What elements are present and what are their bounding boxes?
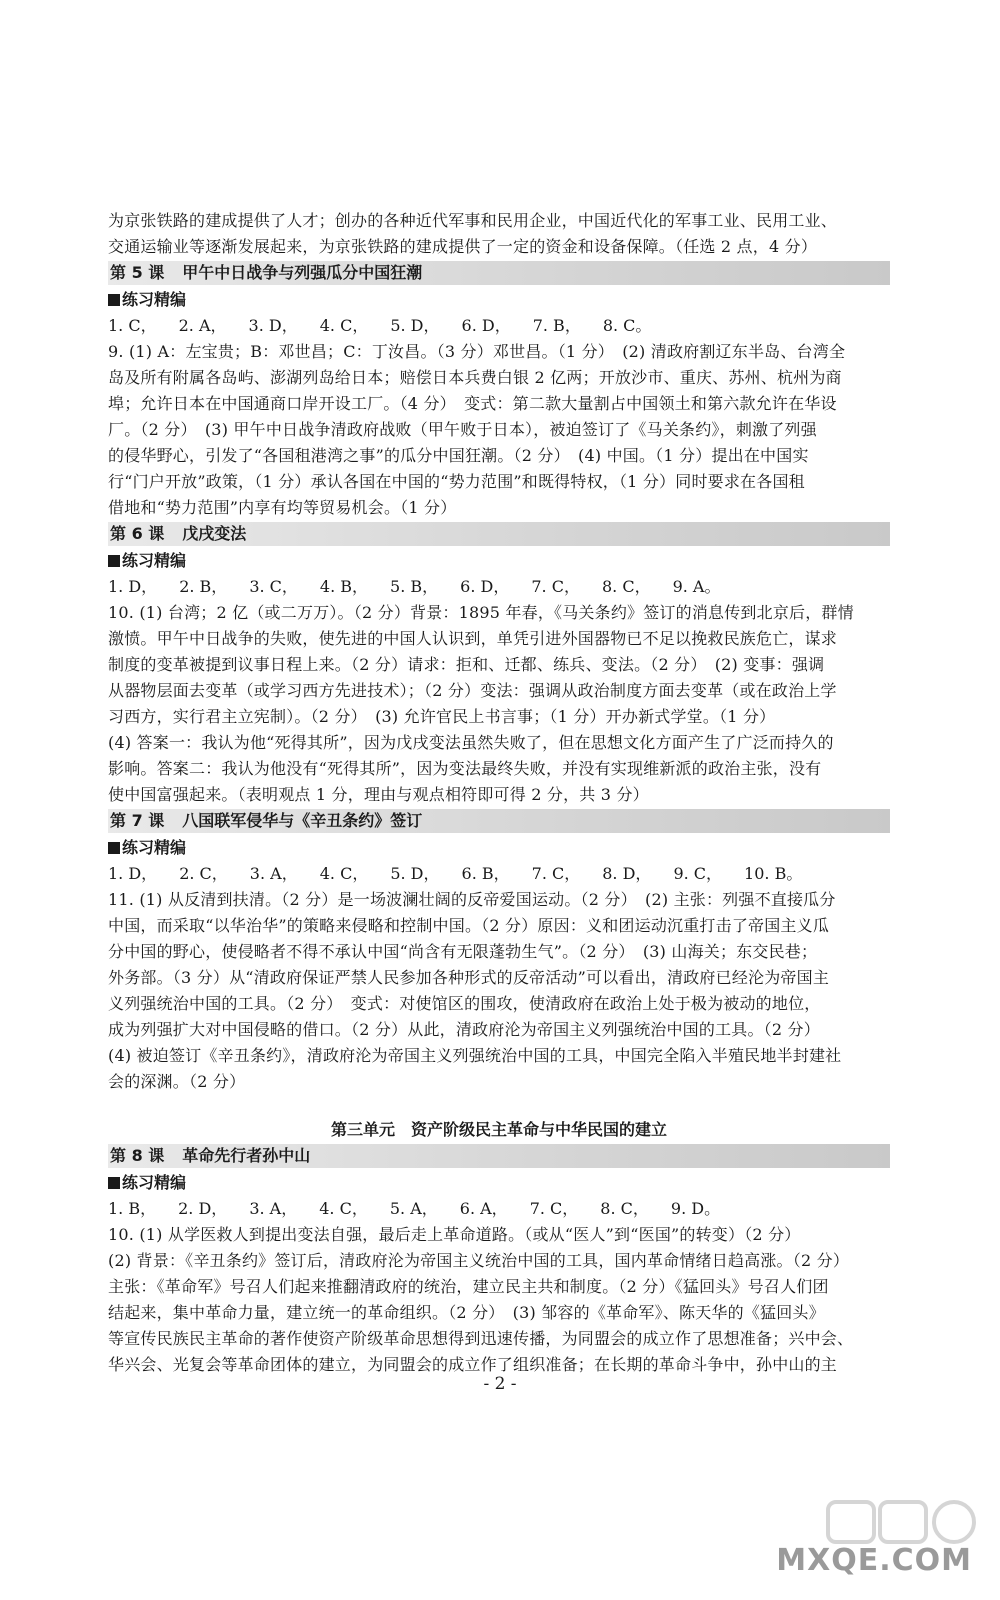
text-line: 制度的变革被提到议事日程上来。（2 分）请求：拒和、迁都、练兵、变法。（2 分） (2) 变事：强调: [108, 655, 825, 674]
text-line: 11. (1) 从反清到扶清。（2 分）是一场波澜壮阔的反帝爱国运动。（2 分） (2) 主张：列强不直接瓜分: [108, 890, 836, 909]
lesson-7-heading: [108, 809, 890, 833]
lesson-title: 戊戌变法: [182, 524, 247, 543]
text-line: 为京张铁路的建成提供了人才；创办的各种近代军事和民用企业，中国近代化的军事工业、民用工业、: [108, 211, 838, 230]
text-line: 激愤。甲午中日战争的失败，使先进的中国人认识到，单凭引进外国器物已不足以挽救民族危亡，谋求: [108, 629, 838, 648]
answer-item: 6. D，: [460, 577, 510, 596]
answer-page: [108, 208, 890, 1378]
answer-item: 3. D，: [248, 316, 298, 335]
lesson-title: 八国联军侵华与《辛丑条约》签订: [182, 811, 423, 830]
answer-item: 4. C，: [319, 1199, 368, 1218]
text-line: 习西方，实行君主立宪制）。（2 分） (3) 允许官民上书言事；（1 分）开办新式学堂。（1 分）: [108, 707, 776, 726]
answer-item: 1. D，: [108, 577, 158, 596]
answer-item: 6. D，: [461, 316, 511, 335]
answer-item: 5. A，: [389, 1199, 438, 1218]
lesson-title: 革命先行者孙中山: [182, 1146, 311, 1165]
text-line: 9. (1) A：左宝贵；B：邓世昌；C：丁汝昌。（3 分）邓世昌。（1 分） (2) 清政府割辽东半岛、台湾全: [108, 342, 846, 361]
answer-item: 5. D，: [390, 316, 440, 335]
lesson-5-heading: [108, 261, 890, 285]
answer-item: 2. D，: [178, 1199, 228, 1218]
lesson-6-explanation: [108, 600, 890, 808]
text-line: 义列强统治中国的工具。（2 分） 变式：对使馆区的围攻，使清政府在政治上处于极为被动的地位，: [108, 994, 821, 1013]
text-line: 从器物层面去变革（或学习西方先进技术）；（2 分）变法：强调从政治制度方面去变革（或在政治上学: [108, 681, 837, 700]
answer-item: 7. C，: [531, 864, 581, 883]
answer-item: 10. B。: [744, 864, 803, 883]
answer-item: 6. B，: [461, 864, 510, 883]
lesson-number: 第 6 课: [110, 524, 165, 543]
page-number: - 2 -: [483, 1374, 517, 1394]
text-line: 华兴会、光复会等革命团体的建立，为同盟会的成立作了组织准备；在长期的革命斗争中，孙中山的主: [108, 1355, 838, 1374]
text-line: 会的深渊。（2 分）: [108, 1072, 246, 1091]
subheading-label: 练习精编: [122, 551, 187, 570]
answer-item: 6. A，: [459, 1199, 508, 1218]
text-line: 岛及所有附属各岛屿、澎湖列岛给日本；赔偿日本兵费白银 2 亿两；开放沙市、重庆、苏州、杭州为商: [108, 368, 842, 387]
subheading-label: 练习精编: [122, 1173, 187, 1192]
answer-item: 3. A，: [249, 1199, 298, 1218]
lesson-number: 第 8 课: [110, 1146, 165, 1165]
answer-item: 2. C，: [179, 864, 228, 883]
answer-item: 9. A。: [672, 577, 721, 596]
answer-item: 4. B，: [319, 577, 369, 596]
lesson-title: 甲午中日战争与列强瓜分中国狂潮: [182, 263, 423, 282]
answer-item: 9. C，: [673, 864, 723, 883]
text-line: 行“门户开放”政策，（1 分）承认各国在中国的“势力范围”和既得特权，（1 分）同时要求在各国租: [108, 472, 805, 491]
answer-item: 5. D，: [390, 864, 440, 883]
answer-item: 8. C。: [602, 316, 652, 335]
answer-item: 2. A，: [178, 316, 227, 335]
practice-subheading: [108, 548, 890, 574]
text-line: 主张：《革命军》号召人们起来推翻清政府的统治，建立民主共和制度。（2 分）《猛回头》号召人们团: [108, 1277, 829, 1296]
lesson-8-heading: [108, 1144, 890, 1168]
answer-item: 8. C，: [601, 577, 651, 596]
choice-answers: [108, 1196, 890, 1222]
answer-item: 1. C，: [108, 316, 157, 335]
answer-item: 3. A，: [249, 864, 298, 883]
practice-subheading: [108, 835, 890, 861]
lesson-8-explanation: [108, 1222, 890, 1378]
lesson-number: 第 7 课: [110, 811, 165, 830]
text-line: 10. (1) 从学医救人到提出变法自强，最后走上革命道路。（或从“医人”到“医国”的转变）（2 分）: [108, 1225, 801, 1244]
text-line: 借地和“势力范围”内享有均等贸易机会。（1 分）: [108, 498, 457, 517]
answer-item: 7. C，: [529, 1199, 579, 1218]
lesson-7-explanation: [108, 887, 890, 1095]
unit-name: 资产阶级民主革命与中华民国的建立: [411, 1120, 668, 1139]
text-line: 影响。答案二：我认为他没有“死得其所”，因为变法最终失败，并没有实现维新派的政治主张，没有: [108, 759, 822, 778]
text-line: 交通运输业等逐渐发展起来，为京张铁路的建成提供了一定的资金和设备保障。（任选 2 点，4 分）: [108, 237, 818, 256]
answer-item: 8. D，: [602, 864, 652, 883]
answer-item: 4. C，: [319, 316, 369, 335]
practice-subheading: [108, 1170, 890, 1196]
text-line: 10. (1) 台湾；2 亿（或二万万）。（2 分）背景：1895 年春，《马关条约》签订的消息传到北京后，群情: [108, 603, 854, 622]
text-line: 的侵华野心，引发了“各国租港湾之事”的瓜分中国狂潮。（2 分） (4) 中国。（1 分）提出在中国实: [108, 446, 809, 465]
square-bullet-icon: [108, 842, 120, 854]
choice-answers: [108, 574, 890, 600]
text-line: 埠；允许日本在中国通商口岸开设工厂。（4 分） 变式：第二款大量割占中国领土和第六款允许在华设: [108, 394, 837, 413]
text-line: 使中国富强起来。（表明观点 1 分，理由与观点相符即可得 2 分，共 3 分）: [108, 785, 649, 804]
lesson-number: 第 5 课: [110, 263, 165, 282]
text-line: 结起来，集中革命力量，建立统一的革命组织。（2 分） (3) 邹容的《革命军》、陈天华的《猛回头》: [108, 1303, 825, 1322]
watermark-text: MXQE.COM: [776, 1543, 972, 1578]
answer-item: 1. D，: [108, 864, 158, 883]
square-bullet-icon: [108, 294, 120, 306]
answer-item: 3. C，: [249, 577, 298, 596]
choice-answers: [108, 861, 890, 887]
text-line: 外务部。（3 分）从“清政府保证严禁人民参加各种形式的反帝活动”可以看出，清政府已经沦为帝国主: [108, 968, 830, 987]
text-line: (4) 答案一：我认为他“死得其所”，因为戊戌变法虽然失败了，但在思想文化方面产生了广泛而持久的: [108, 733, 834, 752]
answer-item: 7. C，: [531, 577, 580, 596]
answer-item: 7. B，: [532, 316, 581, 335]
text-line: 等宣传民族民主革命的著作使资产阶级革命思想得到迅速传播，为同盟会的成立作了思想准备；兴中会、: [108, 1329, 854, 1348]
text-line: 厂。（2 分） (3) 甲午中日战争清政府战败（甲午败于日本），被迫签订了《马关条约》，刺激了列强: [108, 420, 817, 439]
answer-item: 8. C，: [600, 1199, 649, 1218]
unit-label: 第三单元: [330, 1120, 395, 1139]
square-bullet-icon: [108, 1177, 120, 1189]
text-line: 分中国的野心，使侵略者不得不承认中国“尚含有无限蓬勃生气”。（2 分） (3) 山海关；东交民巷；: [108, 942, 818, 961]
practice-subheading: [108, 287, 890, 313]
intro-paragraph: [108, 208, 890, 260]
lesson-6-heading: [108, 522, 890, 546]
answer-item: 9. D。: [670, 1199, 721, 1218]
square-bullet-icon: [108, 555, 120, 567]
answer-item: 2. B，: [179, 577, 228, 596]
subheading-label: 练习精编: [122, 290, 187, 309]
answer-item: 1. B，: [108, 1199, 157, 1218]
unit-title: [108, 1117, 890, 1143]
choice-answers: [108, 313, 890, 339]
text-line: 中国，而采取“以华治华”的策略来侵略和控制中国。（2 分）原因：义和团运动沉重打击了帝国主义瓜: [108, 916, 830, 935]
text-line: (2) 背景：《辛丑条约》签订后，清政府沦为帝国主义统治中国的工具，国内革命情绪日趋高涨。（2 分）: [108, 1251, 850, 1270]
lesson-5-explanation: [108, 339, 890, 521]
text-line: 成为列强扩大对中国侵略的借口。（2 分）从此，清政府沦为帝国主义列强统治中国的工具。（2 分）: [108, 1020, 820, 1039]
answer-item: 5. B，: [390, 577, 439, 596]
text-line: (4) 被迫签订《辛丑条约》，清政府沦为帝国主义列强统治中国的工具，中国完全陷入半殖民地半封建社: [108, 1046, 842, 1065]
subheading-label: 练习精编: [122, 838, 187, 857]
answer-item: 4. C，: [319, 864, 369, 883]
